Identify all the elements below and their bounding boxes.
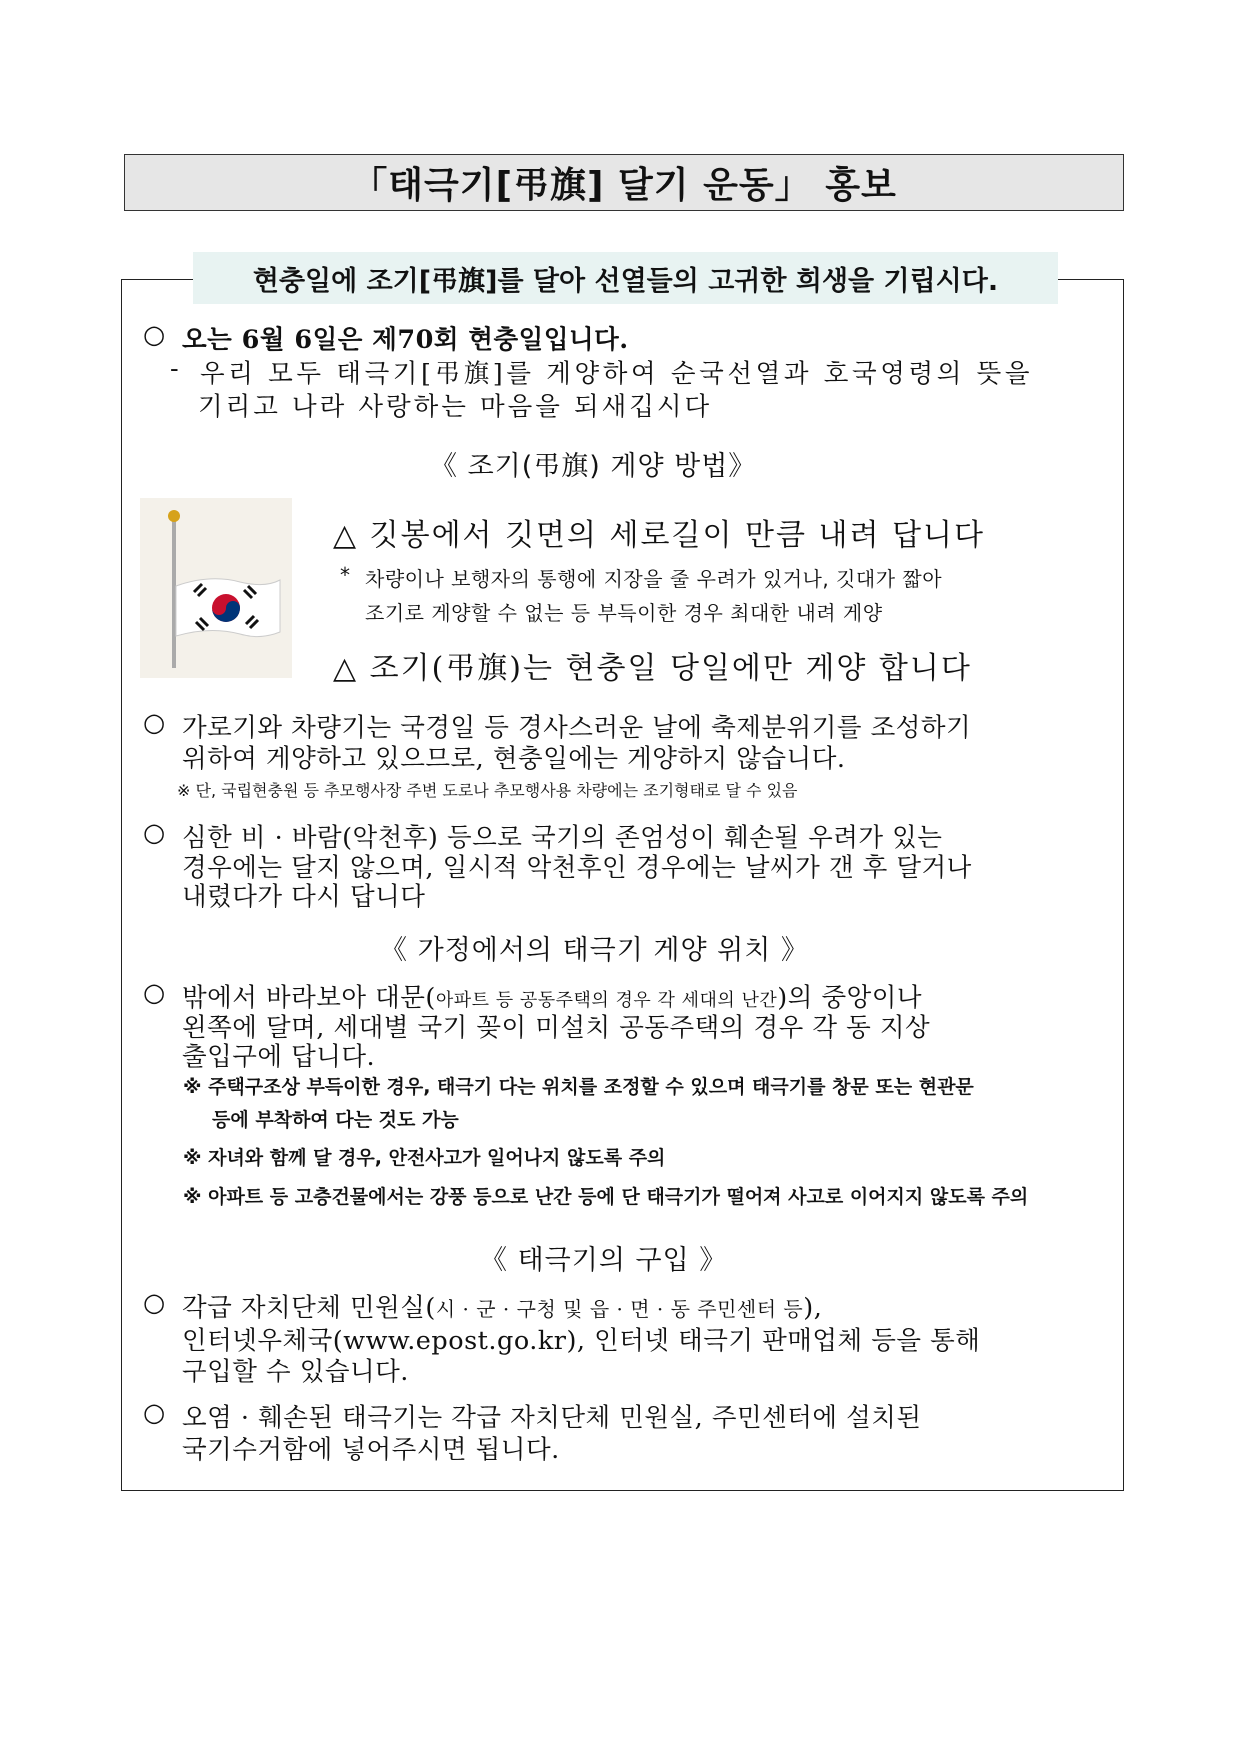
document-title: 「태극기[弔旗] 달기 운동」 홍보 [124,154,1124,211]
intro-line-1: 오는 6월 6일은 제70회 현충일입니다. [182,325,629,355]
bullet: ○ [143,818,166,848]
method-note-2: 조기로 게양할 수 없는 등 부득이한 경우 최대한 내려 게양 [365,601,883,625]
section-heading-purchase: 《 태극기의 구입 》 [480,1245,728,1276]
location-line-1: 밖에서 바라보아 대문(아파트 등 공동주택의 경우 각 세대의 난간)의 중앙이나 [182,983,923,1013]
note-mark: * [340,563,351,587]
half-mast-flag-image [140,498,292,678]
intro-line-3: 기리고 나라 사랑하는 마음을 되새깁시다 [198,392,713,422]
location-note-1a: ※ 주택구조상 부득이한 경우, 태극기 다는 위치를 조정할 수 있으며 태극기를 창문 또는 현관문 [183,1076,974,1098]
bullet: ○ [143,320,166,350]
purchase-line-2: 인터넷우체국(www.epost.go.kr), 인터넷 태극기 판매업체 등을 통해 [182,1326,981,1356]
method-item-1: △ 깃봉에서 깃면의 세로길이 만큼 내려 답니다 [333,518,985,553]
location-note-3: ※ 아파트 등 고층건물에서는 강풍 등으로 난간 등에 단 태극기가 떨어져 사고로 이어지지 않도록 주의 [183,1186,1029,1208]
section-heading-method: 《 조기(弔旗) 게양 방법》 [430,451,757,482]
disposal-line-2: 국기수거함에 넣어주시면 됩니다. [182,1435,560,1465]
method-item-2: △ 조기(弔旗)는 현충일 당일에만 게양 합니다 [333,651,972,686]
section-heading-location: 《 가정에서의 태극기 게양 위치 》 [380,935,809,966]
method-note-1: 차량이나 보행자의 통행에 지장을 줄 우려가 있거나, 깃대가 짧아 [365,567,943,591]
flag-use-note: ※ 단, 국립현충원 등 추모행사장 주변 도로나 추모행사용 차량에는 조기형태로 달 수 있음 [177,781,798,800]
location-note-2: ※ 자녀와 함께 달 경우, 안전사고가 일어나지 않도록 주의 [183,1147,666,1169]
campaign-banner: 현충일에 조기[弔旗]를 달아 선열들의 고귀한 희생을 기립시다. [193,252,1058,304]
dash: - [170,354,180,384]
location-note-1b: 등에 부착하여 다는 것도 가능 [212,1109,459,1131]
flag-use-line-1: 가로기와 차량기는 국경일 등 경사스러운 날에 축제분위기를 조성하기 [182,713,972,743]
weather-line-3: 내렸다가 다시 답니다 [182,882,426,912]
bullet: ○ [143,1288,166,1318]
location-line-3: 출입구에 답니다. [182,1042,376,1072]
weather-line-1: 심한 비 · 바람(악천후) 등으로 국기의 존엄성이 훼손될 우려가 있는 [182,823,943,853]
location-line-2: 왼쪽에 달며, 세대별 국기 꽂이 미설치 공동주택의 경우 각 동 지상 [182,1013,931,1043]
flag-use-line-2: 위하여 게양하고 있으므로, 현충일에는 게양하지 않습니다. [182,744,846,774]
bullet: ○ [143,708,166,738]
purchase-line-1: 각급 자치단체 민원실(시 · 군 · 구청 및 읍 · 면 · 동 주민센터 등), [182,1293,823,1323]
bullet: ○ [143,1398,166,1428]
bullet: ○ [143,978,166,1008]
purchase-line-3: 구입할 수 있습니다. [182,1357,409,1387]
weather-line-2: 경우에는 달지 않으며, 일시적 악천후인 경우에는 날씨가 갠 후 달거나 [182,853,972,883]
disposal-line-1: 오염 · 훼손된 태극기는 각급 자치단체 민원실, 주민센터에 설치된 [182,1403,922,1433]
intro-line-2: 우리 모두 태극기[弔旗]를 게양하여 순국선열과 호국영령의 뜻을 [200,359,1034,389]
